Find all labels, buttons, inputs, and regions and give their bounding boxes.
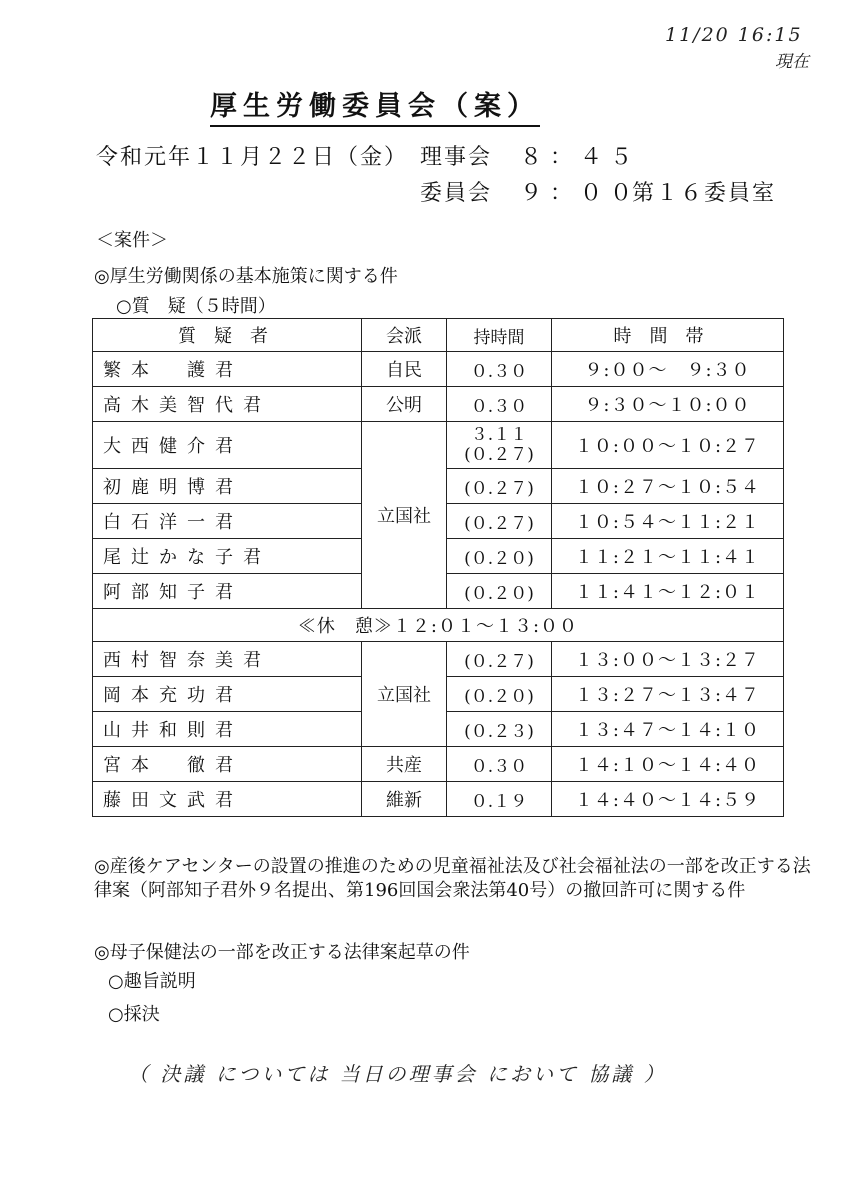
page-title: 厚生労働委員会（案） — [210, 84, 540, 127]
row-slot: １４:４０～１４:５９ — [552, 782, 784, 817]
handwritten-status: 現在 — [775, 52, 809, 72]
row-slot: １０:００～１０:２７ — [552, 422, 784, 469]
row-time: ０.３０ — [447, 387, 552, 422]
meeting-room: 第１６委員室 — [632, 181, 777, 206]
table-row — [93, 642, 784, 677]
row-slot: ９:３０～１０:００ — [552, 387, 784, 422]
row-name: 宮本 徹君 — [93, 747, 362, 782]
row-time: (０.２７) — [447, 469, 552, 504]
row-party: 自民 — [362, 352, 447, 387]
row-slot: １１:４１～１２:０１ — [552, 574, 784, 609]
table-row — [93, 352, 784, 387]
break-label: ≪休 憩≫１２:０１～１３:００ — [93, 609, 784, 642]
row-time: (０.２０) — [447, 539, 552, 574]
iinkai-label: 委員会 — [420, 181, 493, 206]
table-row — [93, 422, 784, 469]
row-name: 高木美智代君 — [93, 387, 362, 422]
header-party: 会派 — [362, 319, 447, 352]
header-slot: 時間帯 — [552, 319, 784, 352]
row-name: 初鹿明博君 — [93, 469, 362, 504]
table-header-row — [93, 319, 784, 352]
row-name: 阿部知子君 — [93, 574, 362, 609]
meeting-date: 令和元年１１月２２日（金） — [96, 145, 409, 170]
row-time-total: ３.１１ — [470, 425, 528, 445]
group-party-1: 立国社 — [362, 422, 447, 609]
row-slot: １３:４７～１４:１０ — [552, 712, 784, 747]
row-time: ０.１９ — [447, 782, 552, 817]
row-time: ０.３０ — [447, 747, 552, 782]
row-time: (０.２７) — [464, 445, 534, 465]
iinkai-time: ９：００ — [520, 181, 641, 206]
agenda-item-3-title: ◎母子保健法の一部を改正する法律案起草の件 — [94, 942, 470, 963]
row-name: 白石洋一君 — [93, 504, 362, 539]
row-time-cell — [447, 422, 552, 469]
row-slot: １３:００～１３:２７ — [552, 642, 784, 677]
questioner-table — [92, 318, 784, 817]
rijikai-label: 理事会 — [420, 145, 493, 170]
row-party: 共産 — [362, 747, 447, 782]
agenda-item-3-sub1: ○趣旨説明 — [108, 971, 196, 992]
row-slot: ９:００～ ９:３０ — [552, 352, 784, 387]
row-time: (０.２０) — [447, 574, 552, 609]
table-row — [93, 387, 784, 422]
agenda-item-3-sub2: ○採決 — [108, 1004, 160, 1025]
row-slot: １４:１０～１４:４０ — [552, 747, 784, 782]
row-slot: １０:５４～１１:２１ — [552, 504, 784, 539]
agenda-item-1-title: ◎厚生労働関係の基本施策に関する件 — [94, 266, 398, 287]
row-time: (０.２７) — [447, 504, 552, 539]
row-name: 繁本 護君 — [93, 352, 362, 387]
row-time: (０.２０) — [447, 677, 552, 712]
group-party-2: 立国社 — [362, 642, 447, 747]
row-name: 大西健介君 — [93, 422, 362, 469]
table-row — [93, 782, 784, 817]
agenda-item-1-sub: ○質 疑（５時間） — [116, 296, 276, 317]
row-party: 維新 — [362, 782, 447, 817]
row-slot: １０:２７～１０:５４ — [552, 469, 784, 504]
agenda-heading: ＜案件＞ — [96, 230, 168, 251]
handwritten-note: （ 決議 については 当日の理事会 において 協議 ） — [128, 1062, 667, 1086]
agenda-item-2-title: ◎産後ケアセンターの設置の推進のための児童福祉法及び社会福祉法の一部を改正する法律案（阿部知子君外９名提出、第196回国会衆法第40号）の撤回許可に関する件 — [94, 856, 811, 901]
row-name: 尾辻かな子君 — [93, 539, 362, 574]
row-slot: １３:２７～１３:４７ — [552, 677, 784, 712]
rijikai-time: ８：４５ — [520, 145, 641, 170]
row-name: 山井和則君 — [93, 712, 362, 747]
table-row — [93, 747, 784, 782]
row-time: (０.２３) — [447, 712, 552, 747]
row-slot: １１:２１～１１:４１ — [552, 539, 784, 574]
row-party: 公明 — [362, 387, 447, 422]
handwritten-datetime: 11/20 16:15 — [665, 24, 803, 46]
row-time: (０.２７) — [447, 642, 552, 677]
row-name: 藤田文武君 — [93, 782, 362, 817]
row-name: 西村智奈美君 — [93, 642, 362, 677]
break-row — [93, 609, 784, 642]
row-name: 岡本充功君 — [93, 677, 362, 712]
row-time: ０.３０ — [447, 352, 552, 387]
header-time: 持時間 — [447, 319, 552, 352]
header-name: 質疑者 — [93, 319, 362, 352]
